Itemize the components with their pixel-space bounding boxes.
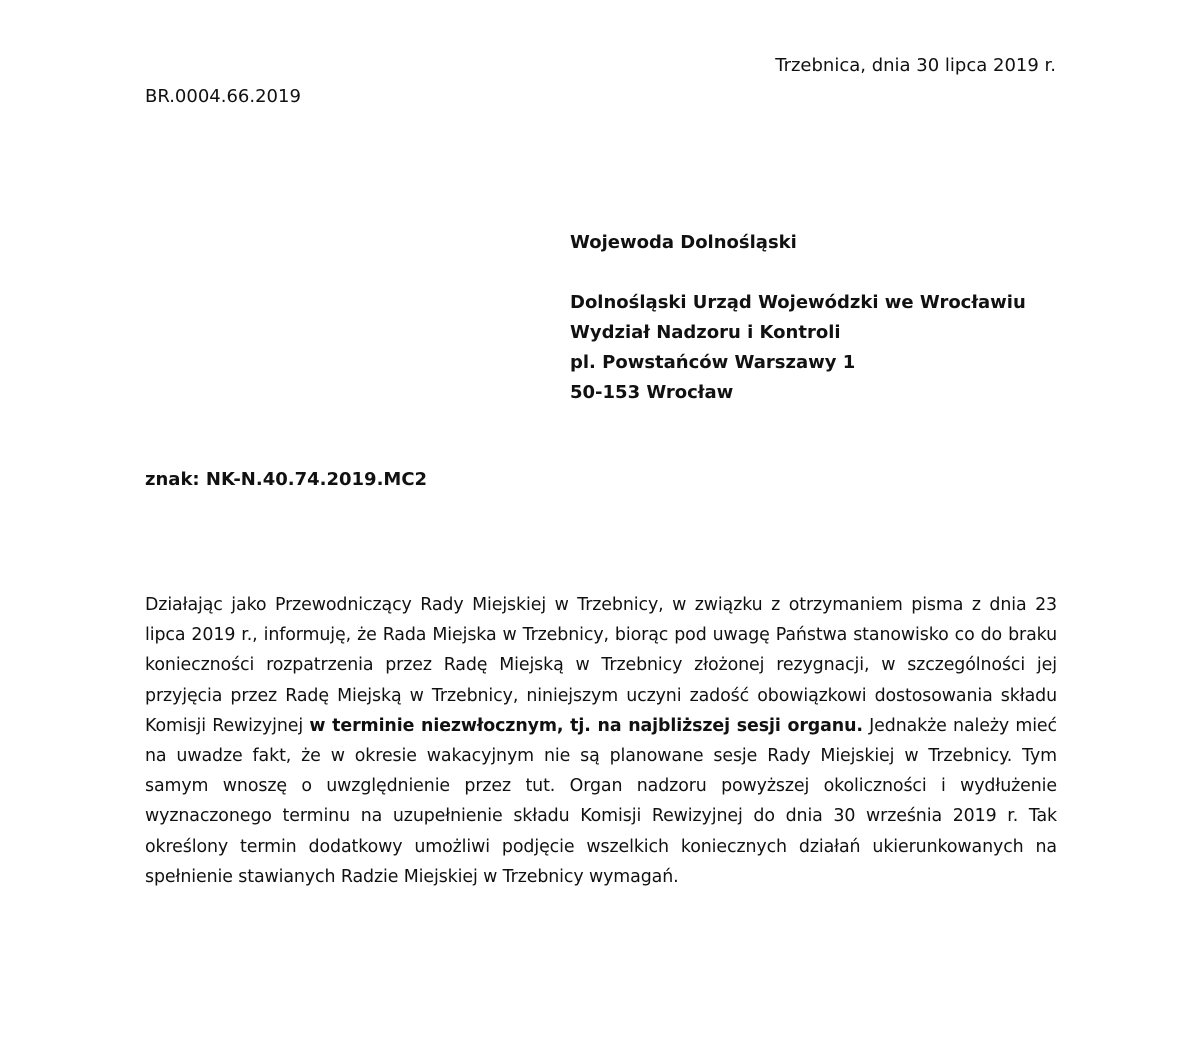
- body-text-part1: Działając jako Przewodniczący Rady Miejskiej w Trzebnicy, w związku z otrzymaniem pisma z dnia 23 lipca 2019 r., informuję, że Rada Miejska w Trzebnicy, biorąc pod uwagę Państwa stanowisko co do braku konieczności rozpatrzenia przez Radę Miejską w Trzebnicy złożonej rezygnacji, w szczególności jej przyjęcia przez Radę Miejską w Trzebnicy, niniejszym uczyni zadość obowiązkowi dostosowania składu Komisji Rewizyjnej: [145, 595, 1057, 736]
- document-reference: BR.0004.66.2019: [145, 86, 301, 107]
- recipient-address: [570, 288, 1130, 408]
- recipient-street: pl. Powstańców Warszawy 1: [570, 352, 856, 373]
- recipient-city: 50-153 Wrocław: [570, 382, 734, 403]
- body-text-bold: w terminie niezwłocznym, tj. na najbliższej sesji organu.: [309, 715, 863, 736]
- recipient-block: [570, 228, 1130, 408]
- place-date: Trzebnica, dnia 30 lipca 2019 r.: [775, 55, 1056, 76]
- case-reference: znak: NK-N.40.74.2019.MC2: [145, 469, 428, 490]
- letter-body: [145, 590, 1057, 892]
- recipient-title: Wojewoda Dolnośląski: [570, 232, 797, 253]
- recipient-department: Wydział Nadzoru i Kontroli: [570, 322, 841, 343]
- body-text-part2: Jednakże należy mieć na uwadze fakt, że w okresie wakacyjnym nie są planowane sesje Rady Miejskiej w Trzebnicy. Tym samym wnoszę o uwzględnienie przez tut. Organ nadzoru powyższej okoliczności i wydłużenie wyznaczonego terminu na uzupełnienie składu Komisji Rewizyjnej do dnia 30 września 2019 r. Tak określony termin dodatkowy umożliwi podjęcie wszelkich koniecznych działań ukierunkowanych na spełnienie stawianych Radzie Miejskiej w Trzebnicy wymagań.: [145, 715, 1057, 887]
- recipient-office: Dolnośląski Urząd Wojewódzki we Wrocławiu: [570, 292, 1026, 313]
